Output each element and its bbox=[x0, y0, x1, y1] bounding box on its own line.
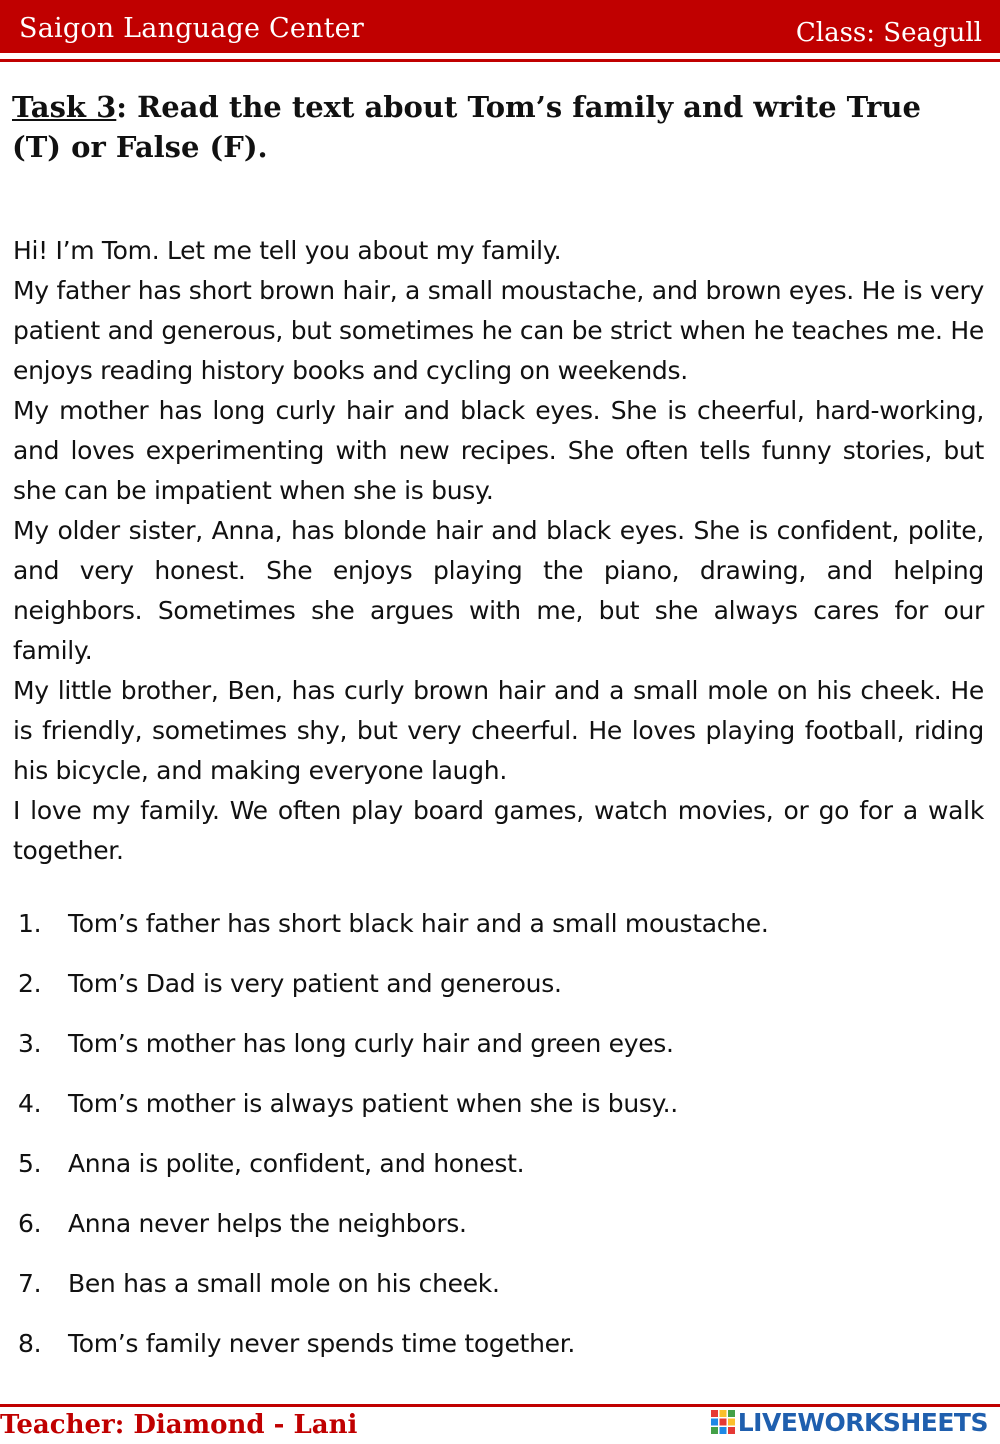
question-number: 2. bbox=[18, 969, 42, 998]
liveworksheets-logo-icon bbox=[711, 1410, 735, 1434]
question-text: Tom’s mother is always patient when she is busy.. bbox=[68, 1089, 678, 1118]
question-number: 4. bbox=[18, 1089, 42, 1118]
question-text: Tom’s family never spends time together. bbox=[68, 1329, 576, 1358]
reading-paragraph: Hi! I’m Tom. Let me tell you about my family. bbox=[13, 236, 562, 265]
header-divider bbox=[0, 59, 1000, 62]
teacher-name: Teacher: Diamond - Lani bbox=[0, 1410, 358, 1440]
question-item bbox=[0, 1024, 1000, 1084]
question-text: Tom’s mother has long curly hair and green eyes. bbox=[68, 1029, 674, 1058]
reading-paragraph: My little brother, Ben, has curly brown hair and a small mole on his cheek. He is friendly, sometimes shy, but very cheerful. He loves playing football, riding his bicycle, and making everyone laugh. bbox=[13, 676, 984, 785]
reading-paragraph: My mother has long curly hair and black eyes. She is cheerful, hard-working, and loves experimenting with new recipes. She often tells funny stories, but she can be impatient when she is busy. bbox=[13, 396, 984, 505]
reading-paragraph: I love my family. We often play board games, watch movies, or go for a walk together. bbox=[13, 796, 984, 865]
task-title bbox=[12, 87, 972, 167]
question-item bbox=[0, 1264, 1000, 1324]
school-name: Saigon Language Center bbox=[19, 13, 364, 44]
question-number: 8. bbox=[18, 1329, 42, 1358]
question-text: Anna never helps the neighbors. bbox=[68, 1209, 467, 1238]
question-number: 6. bbox=[18, 1209, 42, 1238]
question-item bbox=[0, 1144, 1000, 1204]
question-number: 7. bbox=[18, 1269, 42, 1298]
reading-paragraph: My father has short brown hair, a small moustache, and brown eyes. He is very patient and generous, but sometimes he can be strict when he teaches me. He enjoys reading history books and cycling on weekends. bbox=[13, 276, 984, 385]
question-item bbox=[0, 1084, 1000, 1144]
question-text: Ben has a small mole on his cheek. bbox=[68, 1269, 500, 1298]
question-text: Anna is polite, confident, and honest. bbox=[68, 1149, 525, 1178]
reading-passage bbox=[13, 231, 984, 871]
liveworksheets-logo-link[interactable] bbox=[711, 1405, 988, 1439]
question-item bbox=[0, 1204, 1000, 1264]
task-label: Task 3 bbox=[12, 90, 117, 124]
question-number: 5. bbox=[18, 1149, 42, 1178]
question-item bbox=[0, 904, 1000, 964]
question-item bbox=[0, 964, 1000, 1024]
question-list bbox=[0, 904, 1000, 1384]
question-item bbox=[0, 1324, 1000, 1384]
brand-name: LIVEWORKSHEETS bbox=[737, 1407, 988, 1437]
class-name: Class: Seagull bbox=[795, 18, 982, 48]
question-text: Tom’s Dad is very patient and generous. bbox=[68, 969, 562, 998]
question-number: 3. bbox=[18, 1029, 42, 1058]
question-number: 1. bbox=[18, 909, 42, 938]
question-text: Tom’s father has short black hair and a small moustache. bbox=[68, 909, 769, 938]
task-instruction: : Read the text about Tom’s family and write True (T) or False (F). bbox=[12, 90, 921, 164]
reading-paragraph: My older sister, Anna, has blonde hair and black eyes. She is confident, polite, and very honest. She enjoys playing the piano, drawing, and helping neighbors. Sometimes she argues with me, but she always cares for our family. bbox=[13, 516, 984, 665]
